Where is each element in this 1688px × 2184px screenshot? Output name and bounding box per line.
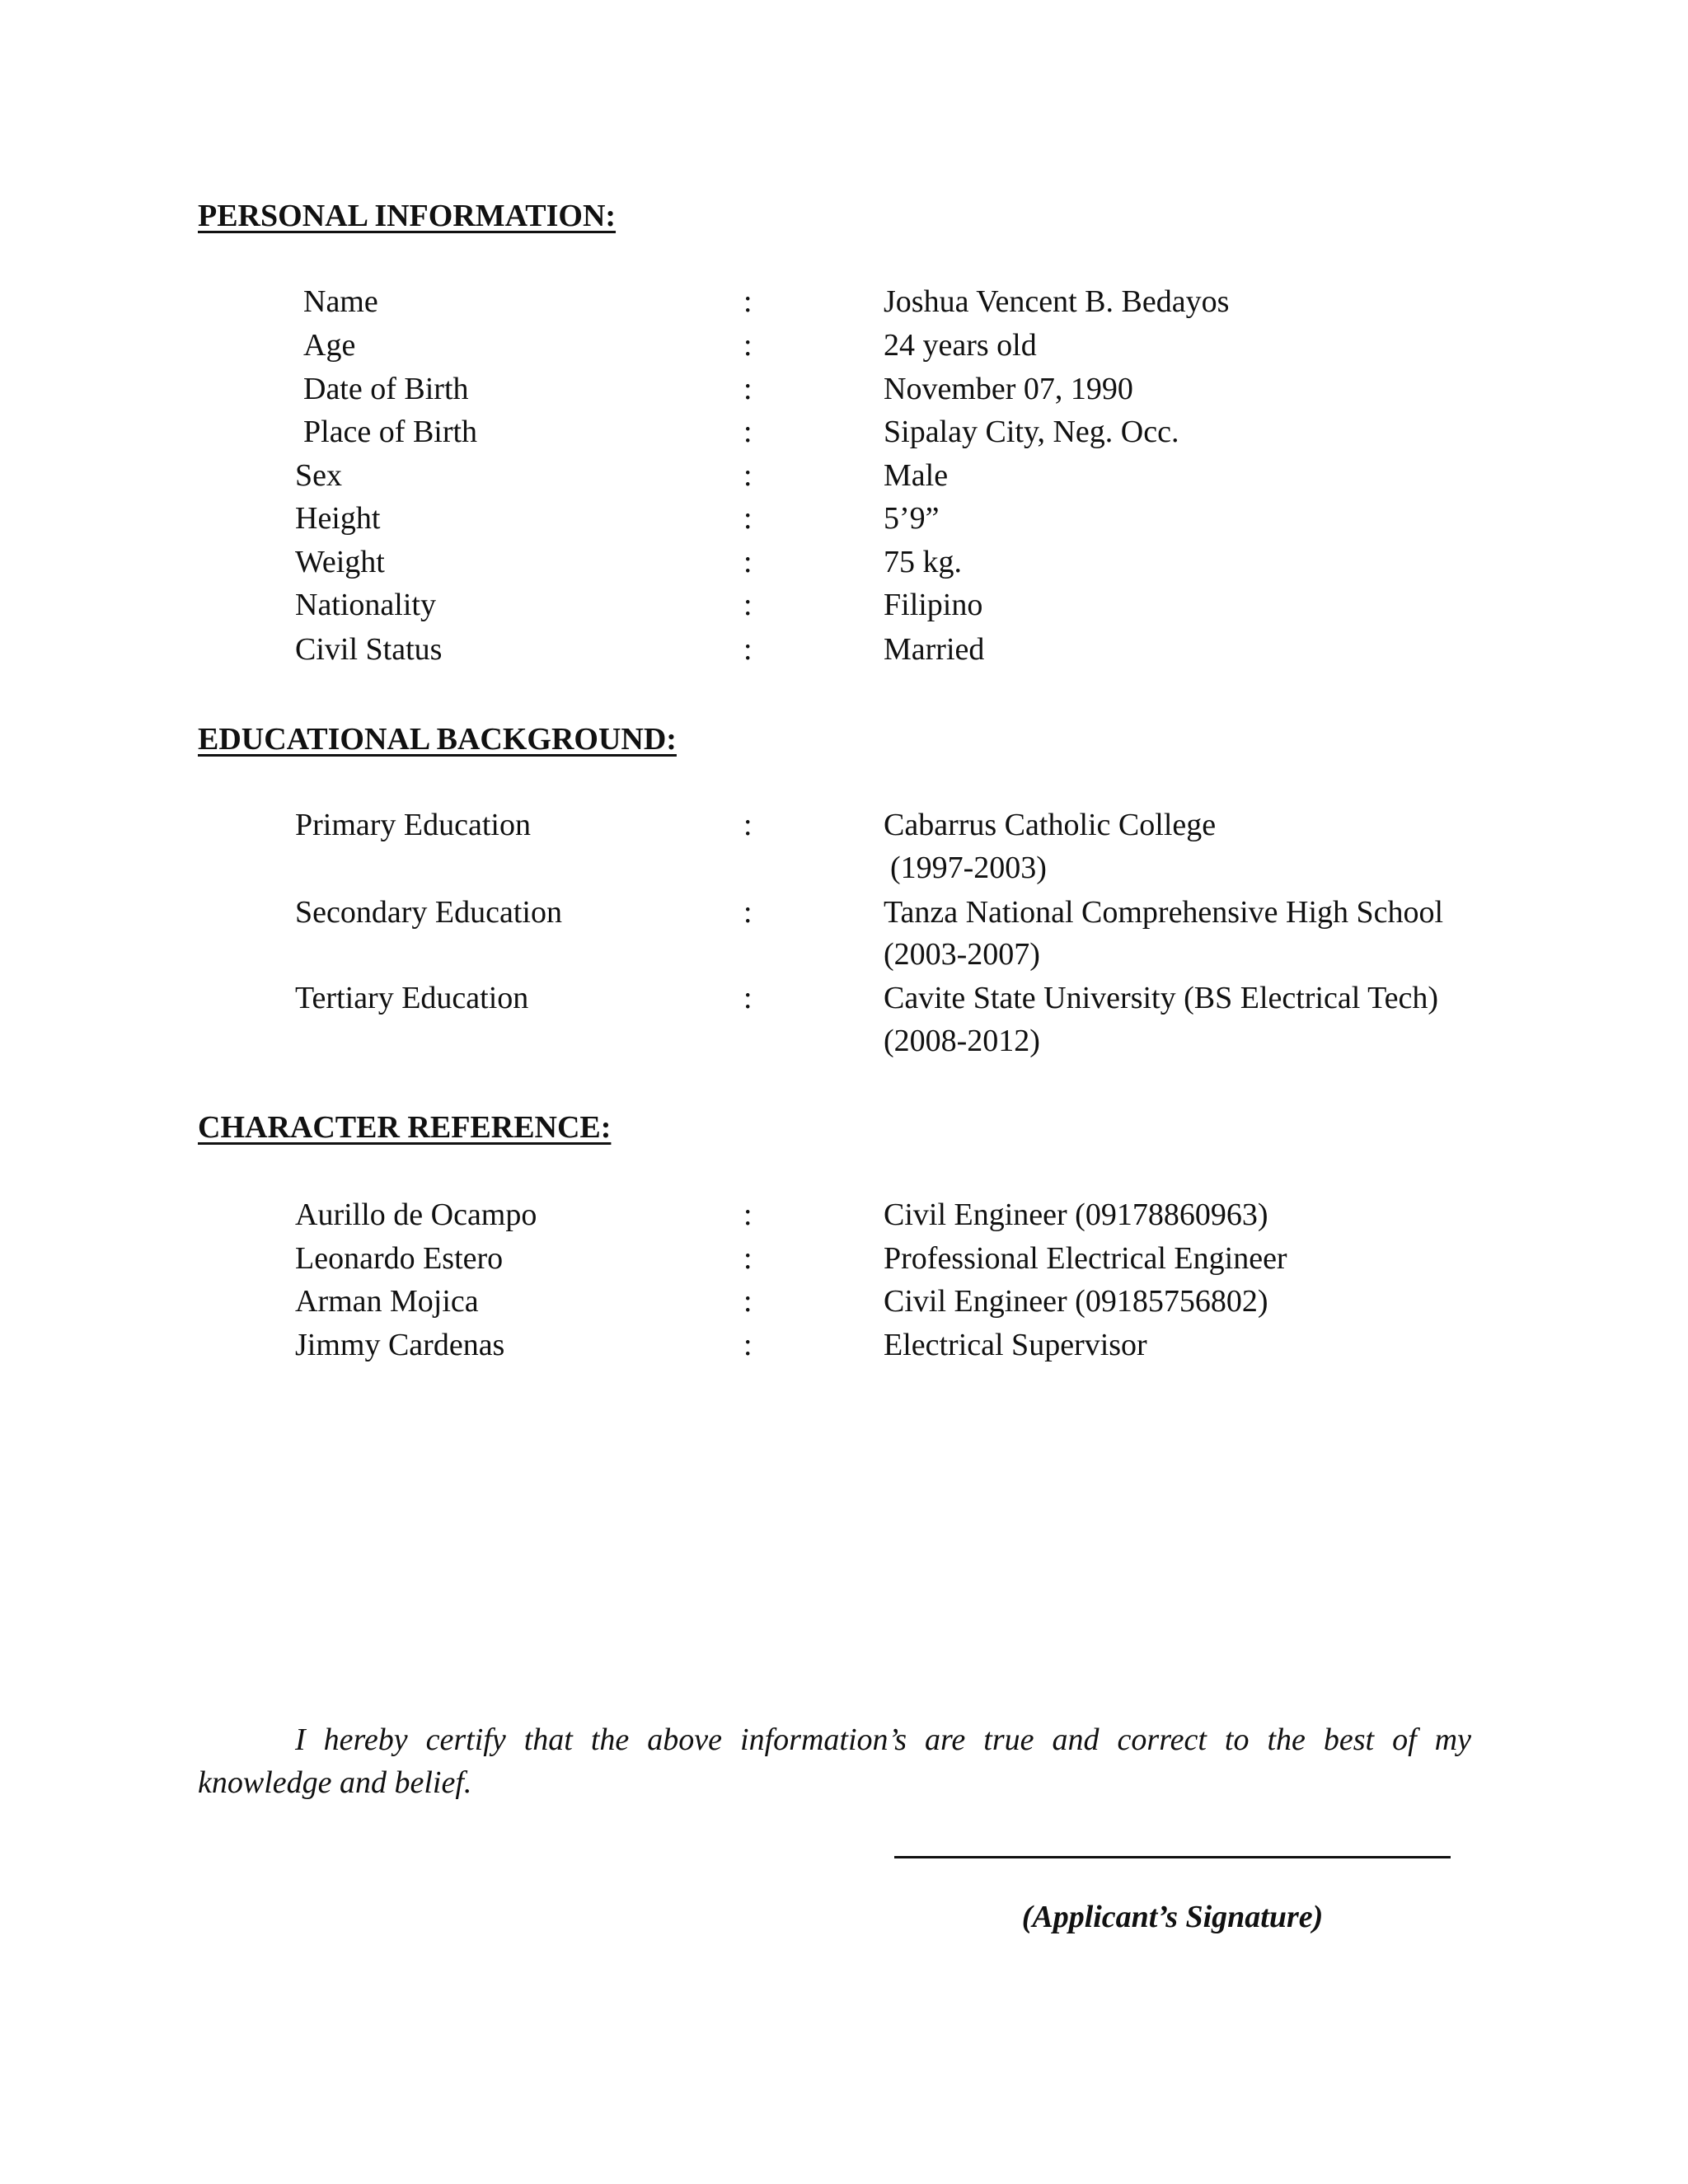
info-value: 75 kg. [884, 545, 962, 579]
educational-background-heading: EDUCATIONAL BACKGROUND: [198, 722, 677, 757]
info-value: Male [884, 458, 949, 493]
info-row-civil-status [0, 628, 1688, 671]
info-row-height [0, 497, 1688, 540]
info-label: Age [303, 328, 356, 363]
info-value: 24 years old [884, 328, 1037, 363]
info-label: Name [303, 284, 378, 319]
reference-detail: Professional Electrical Engineer [884, 1241, 1287, 1276]
info-separator: : [743, 545, 753, 579]
info-separator: : [743, 328, 753, 363]
reference-row [0, 1324, 1688, 1366]
reference-separator: : [743, 1241, 753, 1276]
personal-information-heading: PERSONAL INFORMATION: [198, 199, 617, 233]
info-row-weight [0, 541, 1688, 583]
character-reference-heading: CHARACTER REFERENCE: [198, 1110, 612, 1145]
education-years: (2003-2007) [884, 937, 1040, 972]
info-separator: : [743, 501, 753, 536]
education-row-secondary-years [0, 933, 1688, 976]
info-separator: : [743, 372, 753, 406]
info-label: Height [295, 501, 381, 536]
education-years: (2008-2012) [884, 1024, 1040, 1058]
info-row-sex [0, 454, 1688, 497]
info-value: Sipalay City, Neg. Occ. [884, 415, 1179, 449]
reference-detail: Electrical Supervisor [884, 1328, 1147, 1362]
reference-detail: Civil Engineer (09185756802) [884, 1284, 1268, 1319]
reference-row [0, 1237, 1688, 1280]
signature-line [894, 1856, 1451, 1858]
info-separator: : [743, 284, 753, 319]
certification-statement [198, 1718, 1471, 1804]
reference-row [0, 1193, 1688, 1236]
info-separator: : [743, 415, 753, 449]
education-label: Secondary Education [295, 895, 562, 930]
education-row-primary [0, 804, 1688, 846]
info-row-name [0, 280, 1688, 323]
education-row-secondary [0, 891, 1688, 934]
reference-separator: : [743, 1328, 753, 1362]
reference-name: Jimmy Cardenas [295, 1328, 505, 1362]
info-label: Sex [295, 458, 342, 493]
reference-name: Arman Mojica [295, 1284, 479, 1319]
info-row-place-of-birth [0, 410, 1688, 453]
info-row-age [0, 324, 1688, 367]
reference-row [0, 1280, 1688, 1323]
info-label: Date of Birth [303, 372, 469, 406]
education-school: Tanza National Comprehensive High School [884, 895, 1444, 930]
info-row-nationality [0, 583, 1688, 626]
reference-name: Leonardo Estero [295, 1241, 504, 1276]
info-label: Civil Status [295, 632, 443, 667]
info-label: Nationality [295, 588, 436, 622]
info-row-date-of-birth [0, 368, 1688, 410]
certification-line-2: knowledge and belief. [198, 1765, 472, 1800]
education-label: Tertiary Education [295, 981, 529, 1015]
info-value: November 07, 1990 [884, 372, 1133, 406]
info-value: Married [884, 632, 985, 667]
reference-separator: : [743, 1284, 753, 1319]
education-years: (1997-2003) [890, 851, 1047, 885]
signature-label: (Applicant’s Signature) [1021, 1900, 1324, 1934]
info-label: Weight [295, 545, 385, 579]
info-separator: : [743, 588, 753, 622]
education-row-tertiary [0, 977, 1688, 1019]
certification-line-1: I hereby certify that the above information’s are true and correct to the best of my [295, 1722, 1471, 1757]
info-separator: : [743, 632, 753, 667]
education-school: Cavite State University (BS Electrical Tech) [884, 981, 1439, 1015]
education-separator: : [743, 808, 753, 842]
info-label: Place of Birth [303, 415, 478, 449]
reference-name: Aurillo de Ocampo [295, 1197, 537, 1232]
education-separator: : [743, 981, 753, 1015]
reference-separator: : [743, 1197, 753, 1232]
reference-detail: Civil Engineer (09178860963) [884, 1197, 1268, 1232]
info-value: Filipino [884, 588, 983, 622]
education-separator: : [743, 895, 753, 930]
education-school: Cabarrus Catholic College [884, 808, 1217, 842]
education-label: Primary Education [295, 808, 531, 842]
education-row-tertiary-years [0, 1019, 1688, 1062]
info-separator: : [743, 458, 753, 493]
info-value: 5’9” [884, 501, 940, 536]
info-value: Joshua Vencent B. Bedayos [884, 284, 1230, 319]
education-row-primary-years [0, 846, 1688, 889]
